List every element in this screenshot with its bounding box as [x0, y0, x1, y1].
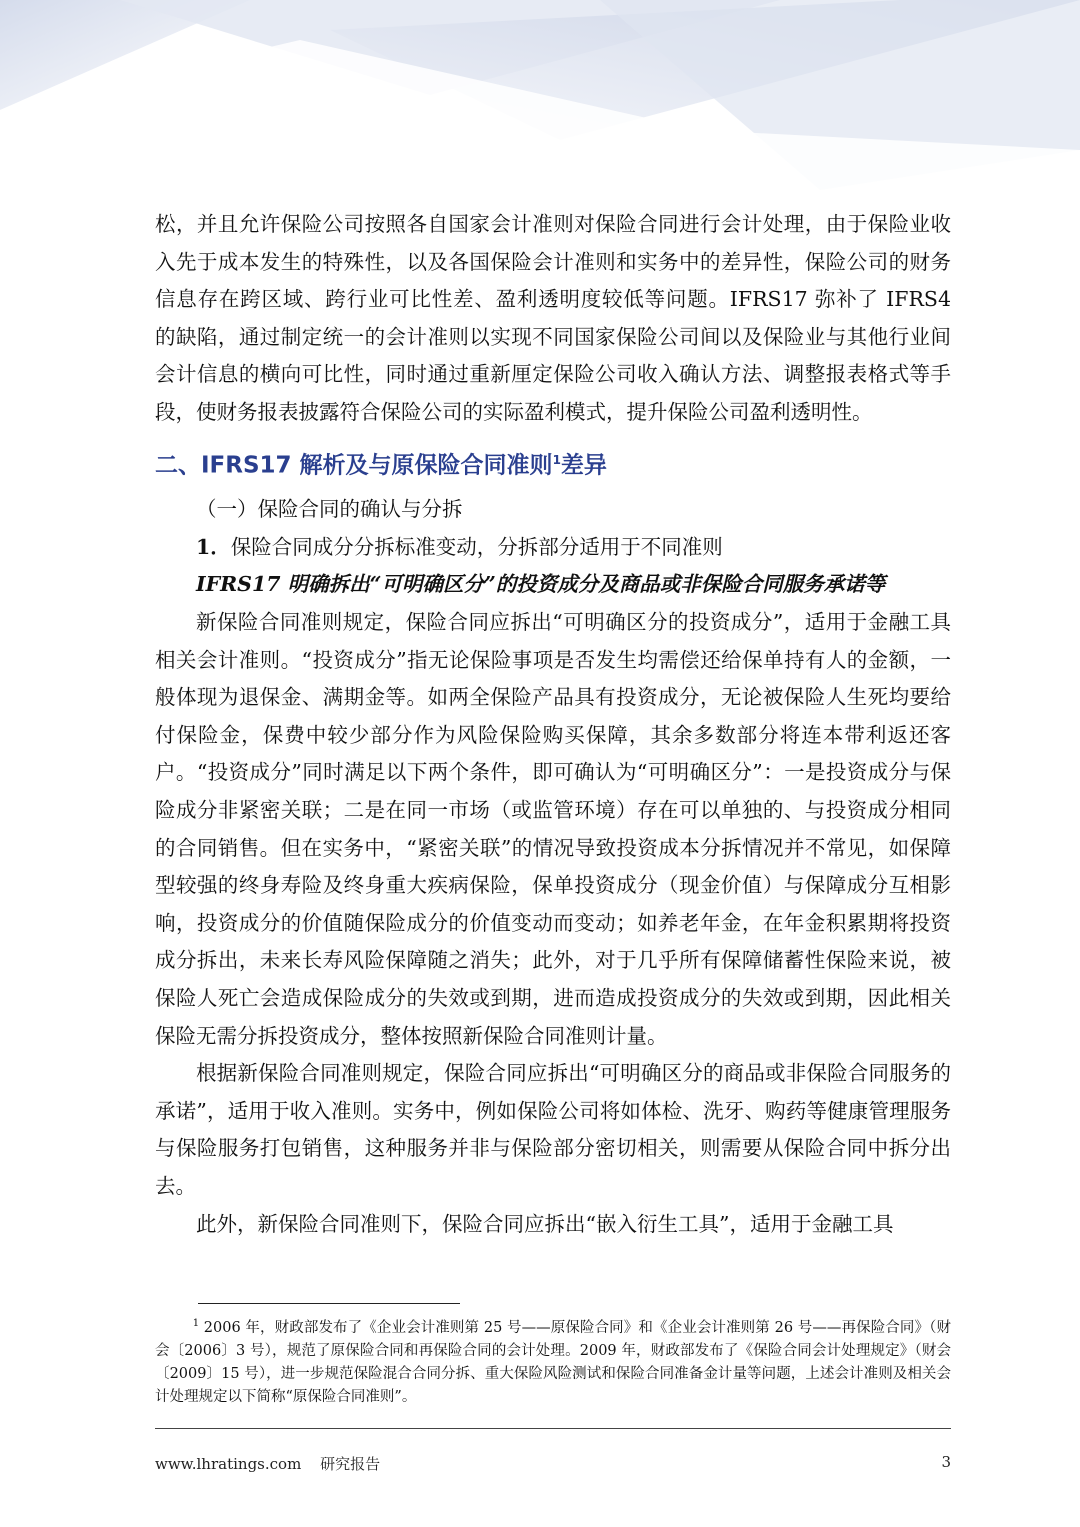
footnote-reference[interactable]: 1: [552, 452, 561, 467]
section-heading-tail: 差异: [560, 452, 607, 479]
footer-website-link[interactable]: www.lhratings.com: [155, 1455, 302, 1473]
footnote-marker: 1: [192, 1318, 200, 1329]
body-paragraph-1: 新保险合同准则规定，保险合同应拆出“可明确区分的投资成分”，适用于金融工具相关会计准则。“投资成分”指无论保险事项是否发生均需偿还给保单持有人的金额，一般体现为退保金、满期金等。如两全保险产品具有投资成分，无论被保险人生死均要给付保险金，保费中较少部分作为风险保险购买保障，其余多数部分将连本带利返还客户。“投资成分”同时满足以下两个条件，即可确认为“可明确区分”：一是投资成分与保险成分非紧密关联；二是在同一市场（或监管环境）存在可以单独的、与投资成分相同的合同销售。但在实务中，“紧密关联”的情况导致投资成本分拆情况并不常见，如保障型较强的终身寿险及终身重大疾病保险，保单投资成分（现金价值）与保障成分互相影响，投资成分的价值随保险成分的价值变动而变动；如养老年金，在年金积累期将投资成分拆出，未来长寿风险保障随之消失；此外，对于几乎所有保障储蓄性保险来说，被保险人死亡会造成保险成分的失效或到期，进而造成投资成分的失效或到期，因此相关保险无需分拆投资成分，整体按照新保险合同准则计量。: [155, 610, 951, 1048]
footer-divider: [155, 1428, 951, 1429]
item-title: 保险合同成分分拆标准变动，分拆部分适用于不同准则: [230, 534, 723, 559]
item-heading: [155, 529, 951, 567]
item-number: 1．: [196, 534, 231, 559]
footnote-divider: [198, 1303, 460, 1304]
main-content: [155, 206, 951, 1243]
header-decoration: [0, 0, 1080, 200]
page-number: 3: [941, 1453, 951, 1471]
body-paragraph-2: 根据新保险合同准则规定，保险合同应拆出“可明确区分的商品或非保险合同服务的承诺”，适用于收入准则。实务中，例如保险公司将如体检、洗牙、购药等健康管理服务与保险服务打包销售，这种服务并非与保险部分密切相关，则需要从保险合同中拆分出去。: [155, 1061, 951, 1198]
italic-subheading: IFRS17 明确拆出“可明确区分”的投资成分及商品或非保险合同服务承诺等: [196, 572, 886, 597]
section-heading-text: 二、IFRS17 解析及与原保险合同准则: [155, 452, 553, 479]
footnote-text: 2006 年，财政部发布了《企业会计准则第 25 号——原保险合同》和《企业会计准则第 26 号——再保险合同》（财会〔2006〕3 号），规范了原保险合同和再保险合同的会计处理。2009 年，财政部发布了《保险合同会计处理规定》（财会〔2009〕15 号），进一步规范保险混合合同分拆、重大保险风险测试和保险合同准备金计量等问题，上述会计准则及相关会计处理规定以下简称“原保险合同准则”。: [155, 1319, 951, 1405]
subsection-heading: （一）保险合同的确认与分拆: [196, 497, 463, 522]
footer-label: 研究报告: [320, 1455, 381, 1473]
section-heading: [155, 438, 951, 488]
page-footer: [155, 1453, 951, 1474]
intro-paragraph: 松，并且允许保险公司按照各自国家会计准则对保险合同进行会计处理，由于保险业收入先于成本发生的特殊性，以及各国保险会计准则和实务中的差异性，保险公司的财务信息存在跨区域、跨行业可比性差、盈利透明度较低等问题。IFRS17 弥补了 IFRS4 的缺陷，通过制定统一的会计准则以实现不同国家保险公司间以及保险业与其他行业间会计信息的横向可比性，同时通过重新厘定保险公司收入确认方法、调整报表格式等手段，使财务报表披露符合保险公司的实际盈利模式，提升保险公司盈利透明性。: [155, 212, 951, 424]
body-paragraph-3: 此外，新保险合同准则下，保险合同应拆出“嵌入衍生工具”，适用于金融工具: [196, 1211, 894, 1236]
footnote: [155, 1312, 951, 1409]
